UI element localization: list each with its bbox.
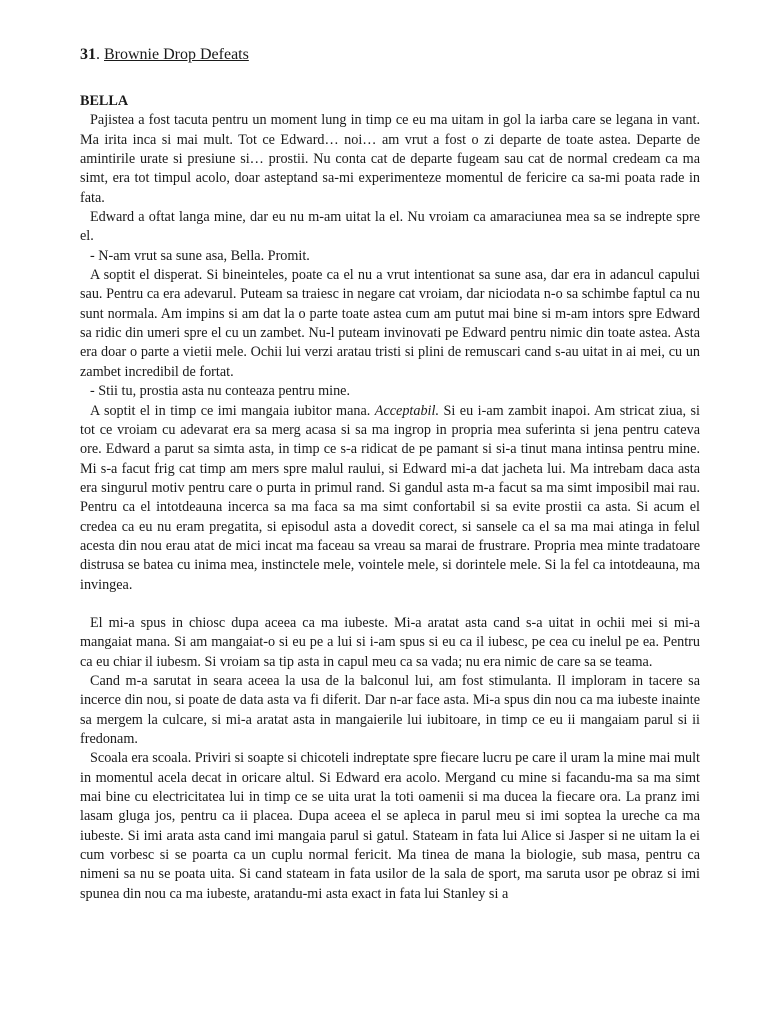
chapter-number-dot: . [96, 46, 100, 63]
speaker-heading: BELLA [80, 93, 129, 109]
section-break [80, 595, 700, 614]
paragraph: Cand m-a sarutat in seara aceea la usa de la balconul lui, am fost stimulanta. Il imploram in tacere sa incerce din nou, si poate de data asta va fi diferit. Dar n-ar face asta. Mi-a spus din nou ca ma iubeste inainte sa mergem la culcare, si mi-a aratat asta in mangaierile lui iubitoare, in timp ce eu ii mangaiam parul si ii fredonam. [80, 672, 700, 747]
chapter-heading [80, 44, 700, 66]
chapter-number: 31 [80, 46, 96, 63]
dialogue-line: - Stii tu, prostia asta nu conteaza pentru mine. [90, 383, 351, 400]
paragraph [80, 402, 700, 595]
paragraph: A soptit el disperat. Si bineinteles, poate ca el nu a vrut intentionat sa sune asa, dar era in adancul capului sau. Pentru ca era adevarul. Puteam sa traiesc in negare cat vroiam, dar niciodata n-o sa schimbe faptul ca nu sunt normala. Am impins si am dat la o parte toate astea cum am putut mai bine si m-am intors spre Edward sa ridic din umeri spre el cu un zambet. Nu-l puteam invinovati pe Edward pentru nimic din toate astea. Asta era doar o parte a vietii mele. Ochii lui verzi aratau tristi si plini de remuscari cand s-au uitat in ai mei, cu un zambet incredibil de fortat. [80, 267, 700, 380]
paragraph-text: Si eu i-am zambit inapoi. Am stricat ziua, si tot ce vroiam cu adevarat era sa merg acasa si sa ma ingrop in propria mea suferinta si jena pentru cateva ore. Edward a parut sa simta asta, in timp ce s-a ridicat de pe pamant si si-a tinut mana intinsa pentru mine. Mi s-a facut frig cat timp am mers spre malul raului, si Edward mi-a dat jacheta lui. Ma intrebam daca asta era singurul motiv pentru care o purta in primul rand. Si gandul asta m-a facut sa ma simt imposibil mai rau. Pentru ca el intotdeauna incerca sa ma faca sa ma simt confortabil si sa evite prostii ca asta. Si acum el credea ca eu nu eram pregatita, si episodul asta a dovedit corect, si sansele ca el sa ma mai atinga in felul acesta din nou erau atat de mici incat ma faceau sa vreau sa marai de frustrare. Propria mea minte tradatoare distrusa se batea cu inima mea, instinctele mele, vointele mele, si dorintele mele. Si la fel ca intotdeauna, ma invingea. [80, 402, 700, 593]
paragraph-text: A soptit el in timp ce imi mangaia iubitor mana. [90, 402, 375, 419]
paragraph: Scoala era scoala. Priviri si soapte si chicoteli indreptate spre fiecare lucru pe care il uram la mine mai mult in momentul acela decat in oricare altul. Si Edward era acolo. Mergand cu mine si facandu-ma sa ma simt mai bine cu electricitatea lui in timp ce se uita urat la toti oamenii si ma ducea la fiecare ora. La pranz imi lasam gluga jos, pentru ca ii placea. Dupa aceea el se apleca in parul meu si imi soptea la ureche ca ma iubeste. Si imi arata asta cand imi mangaia parul si gatul. Stateam in fata lui Alice si Jasper si ne uitam la ei cum vorbesc si se poarta ca un cuplu normal fericit. Ma tinea de mana la biologie, sub masa, pentru ca nimeni sa nu se poata uita. Si cand stateam in fata usilor de la sala de sport, ma saruta usor pe obraz si imi spunea din nou ca ma iubeste, aratandu-mi asta exact in fata lui Stanley si a [80, 750, 700, 902]
paragraph: Edward a oftat langa mine, dar eu nu m-am uitat la el. Nu vroiam ca amaraciunea mea sa se indrepte spre el. [80, 209, 700, 245]
italic-word: Acceptabil. [374, 402, 439, 419]
chapter-title: Brownie Drop Defeats [104, 46, 249, 63]
document-page [80, 44, 700, 904]
paragraph: El mi-a spus in chiosc dupa aceea ca ma iubeste. Mi-a aratat asta cand s-a uitat in ochii mei si mi-a mangaiat mana. Si am mangaiat-o si eu pe a lui si i-am spus si eu ca il iubesc, pe cea cu inelul pe ea. Pentru ca eu chiar il iubesm. Si vroiam sa tip asta in capul meu ca sa vada; nu era nimic de care sa se teama. [80, 614, 700, 670]
paragraph: Pajistea a fost tacuta pentru un moment lung in timp ce eu ma uitam in gol la iarba care se legana in vant. Ma irita inca si mai mult. Tot ce Edward… noi… am vrut a fost o zi departe de toate astea. Departe de amintirile urate si presiune si… prostii. Nu conta cat de departe fugeam sau cat de normal credeam ca ma simt, era tot timpul acolo, doar asteptand sa-mi experimenteze momentul de fericire ca sa-mi poata rade in fata. [80, 112, 700, 206]
dialogue-line: - N-am vrut sa sune asa, Bella. Promit. [90, 247, 310, 264]
